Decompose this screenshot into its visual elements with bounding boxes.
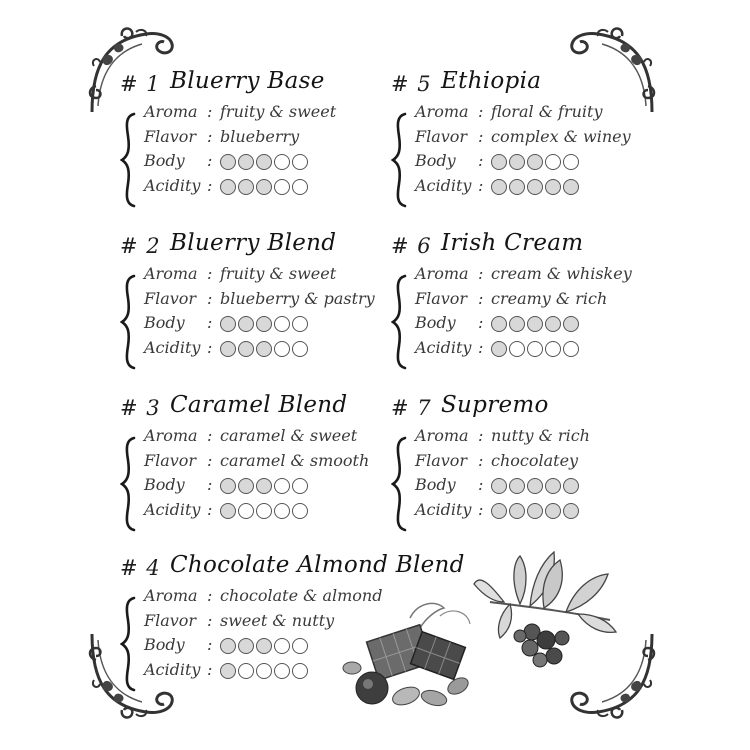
acidity-rating [220, 663, 308, 679]
coffee-name: Irish Cream [441, 230, 584, 256]
coffee-entry [120, 228, 390, 357]
flavor-value: complex & winey [491, 126, 631, 146]
flavor-value: chocolatey [491, 450, 579, 470]
rating-dot [274, 638, 290, 654]
rating-dot [527, 316, 543, 332]
rating-dot [509, 503, 525, 519]
brace-decoration [120, 272, 138, 372]
rating-dot [238, 503, 254, 519]
acidity-rating [491, 179, 579, 195]
acidity-label: Acidity [415, 337, 472, 357]
rating-dot [545, 316, 561, 332]
aroma-row [415, 264, 675, 289]
rating-dot [238, 638, 254, 654]
brace-decoration [391, 272, 409, 372]
aroma-label: Aroma [144, 586, 198, 605]
aroma-label: Aroma [415, 264, 469, 283]
separator: : [207, 475, 213, 494]
curly-brace-icon [120, 594, 138, 694]
separator: : [207, 450, 213, 470]
chocolate-and-nuts-icon [340, 598, 480, 716]
acidity-label: Acidity [415, 499, 472, 519]
body-label: Body [415, 475, 456, 494]
aroma-value: chocolate & almond [220, 586, 383, 605]
rating-dot [292, 638, 308, 654]
flavor-label: Flavor [415, 126, 468, 146]
rating-dot [220, 478, 236, 494]
coffee-title [120, 390, 390, 424]
rating-dot [238, 341, 254, 357]
attribute-list [415, 426, 675, 524]
aroma-value: fruity & sweet [220, 102, 337, 121]
rating-dot [527, 503, 543, 519]
body-label: Body [415, 151, 456, 170]
separator: : [207, 175, 213, 195]
rating-dot [274, 478, 290, 494]
rating-dot [509, 316, 525, 332]
coffee-title [120, 550, 465, 584]
flavor-label: Flavor [415, 288, 468, 308]
rating-dot [274, 663, 290, 679]
rating-dot [292, 316, 308, 332]
flavor-row [415, 289, 675, 314]
brace-decoration [120, 594, 138, 694]
body-row [415, 475, 675, 500]
aroma-value: nutty & rich [491, 426, 590, 445]
acidity-rating [220, 503, 308, 519]
acidity-row [144, 338, 404, 363]
aroma-row [415, 426, 675, 451]
separator: : [478, 175, 484, 195]
rating-dot [527, 341, 543, 357]
rating-dot [545, 503, 561, 519]
coffee-entry [391, 66, 661, 195]
flavor-label: Flavor [415, 450, 468, 470]
coffee-name: Bluerry Base [170, 68, 325, 94]
rating-dot [220, 341, 236, 357]
flavor-value: creamy & rich [491, 288, 608, 308]
rating-dot [220, 154, 236, 170]
rating-dot [274, 154, 290, 170]
body-row [144, 475, 404, 500]
rating-dot [256, 341, 272, 357]
coffee-number: # 2 [120, 234, 161, 258]
separator: : [207, 337, 213, 357]
rating-dot [292, 503, 308, 519]
coffee-branch-illustration [470, 544, 620, 682]
rating-dot [491, 179, 507, 195]
rating-dot [238, 179, 254, 195]
acidity-label: Acidity [144, 499, 201, 519]
rating-dot [274, 316, 290, 332]
separator: : [478, 313, 484, 332]
rating-dot [491, 478, 507, 494]
attribute-list [144, 102, 404, 200]
body-rating [491, 316, 579, 332]
acidity-row [415, 176, 675, 201]
coffee-number: # 3 [120, 396, 161, 420]
rating-dot [220, 179, 236, 195]
body-rating [491, 478, 579, 494]
separator: : [207, 659, 213, 679]
coffee-number: # 7 [391, 396, 432, 420]
curly-brace-icon [391, 434, 409, 534]
rating-dot [509, 341, 525, 357]
rating-dot [256, 316, 272, 332]
body-label: Body [415, 313, 456, 332]
rating-dot [563, 154, 579, 170]
body-row [415, 313, 675, 338]
separator: : [478, 102, 484, 121]
flavor-value: caramel & smooth [220, 450, 370, 470]
rating-dot [238, 316, 254, 332]
rating-dot [545, 478, 561, 494]
body-label: Body [144, 475, 185, 494]
rating-dot [274, 179, 290, 195]
rating-dot [292, 663, 308, 679]
separator: : [478, 426, 484, 445]
acidity-row [144, 176, 404, 201]
coffee-branch-with-cherries-icon [470, 544, 620, 682]
coffee-entry [120, 390, 390, 519]
rating-dot [256, 503, 272, 519]
rating-dot [563, 503, 579, 519]
rating-dot [292, 341, 308, 357]
flavor-value: sweet & nutty [220, 610, 335, 630]
separator: : [207, 499, 213, 519]
acidity-rating [491, 341, 579, 357]
rating-dot [509, 478, 525, 494]
curly-brace-icon [391, 110, 409, 210]
acidity-label: Acidity [144, 337, 201, 357]
rating-dot [509, 179, 525, 195]
rating-dot [274, 341, 290, 357]
separator: : [207, 102, 213, 121]
aroma-row [415, 102, 675, 127]
separator: : [207, 313, 213, 332]
brace-decoration [391, 110, 409, 210]
rating-dot [491, 503, 507, 519]
flavor-value: blueberry [220, 126, 300, 146]
attribute-list [415, 102, 675, 200]
separator: : [207, 288, 213, 308]
aroma-value: cream & whiskey [491, 264, 632, 283]
rating-dot [220, 638, 236, 654]
separator: : [478, 264, 484, 283]
aroma-row [144, 102, 404, 127]
flavor-label: Flavor [144, 450, 197, 470]
rating-dot [256, 179, 272, 195]
acidity-row [144, 500, 404, 525]
coffee-entry [120, 550, 465, 679]
body-label: Body [144, 151, 185, 170]
brace-decoration [391, 434, 409, 534]
aroma-row [144, 264, 404, 289]
flavor-label: Flavor [144, 610, 197, 630]
coffee-entry [391, 390, 661, 519]
body-rating [491, 154, 579, 170]
curly-brace-icon [391, 272, 409, 372]
separator: : [478, 499, 484, 519]
acidity-row [415, 500, 675, 525]
rating-dot [274, 503, 290, 519]
aroma-value: fruity & sweet [220, 264, 337, 283]
coffee-title [120, 66, 390, 100]
coffee-entry [120, 66, 390, 195]
rating-dot [256, 478, 272, 494]
rating-dot [220, 503, 236, 519]
acidity-label: Acidity [415, 175, 472, 195]
rating-dot [292, 154, 308, 170]
aroma-value: caramel & sweet [220, 426, 358, 445]
aroma-row [144, 426, 404, 451]
rating-dot [563, 478, 579, 494]
coffee-name: Ethiopia [441, 68, 542, 94]
separator: : [207, 635, 213, 654]
acidity-rating [220, 179, 308, 195]
separator: : [207, 151, 213, 170]
separator: : [478, 337, 484, 357]
rating-dot [563, 179, 579, 195]
separator: : [478, 126, 484, 146]
coffee-number: # 6 [391, 234, 432, 258]
rating-dot [545, 179, 561, 195]
separator: : [207, 426, 213, 445]
body-row [415, 151, 675, 176]
rating-dot [491, 316, 507, 332]
rating-dot [292, 179, 308, 195]
flavor-row [415, 451, 675, 476]
rating-dot [563, 341, 579, 357]
rating-dot [238, 663, 254, 679]
aroma-label: Aroma [415, 102, 469, 121]
rating-dot [527, 154, 543, 170]
rating-dot [238, 154, 254, 170]
rating-dot [545, 341, 561, 357]
rating-dot [527, 478, 543, 494]
coffee-title [391, 390, 661, 424]
body-label: Body [144, 313, 185, 332]
acidity-row [415, 338, 675, 363]
attribute-list [144, 426, 404, 524]
body-rating [220, 478, 308, 494]
acidity-label: Acidity [144, 175, 201, 195]
separator: : [478, 151, 484, 170]
rating-dot [563, 316, 579, 332]
coffee-name: Caramel Blend [170, 392, 348, 418]
aroma-label: Aroma [144, 426, 198, 445]
coffee-number: # 4 [120, 556, 161, 580]
coffee-title [391, 66, 661, 100]
rating-dot [238, 478, 254, 494]
flavor-label: Flavor [144, 288, 197, 308]
rating-dot [256, 154, 272, 170]
body-rating [220, 316, 308, 332]
rating-dot [256, 638, 272, 654]
brace-decoration [120, 434, 138, 534]
curly-brace-icon [120, 110, 138, 210]
coffee-title [120, 228, 390, 262]
rating-dot [491, 341, 507, 357]
coffee-name: Chocolate Almond Blend [170, 552, 465, 578]
flavor-row [415, 127, 675, 152]
body-row [144, 313, 404, 338]
aroma-label: Aroma [415, 426, 469, 445]
curly-brace-icon [120, 272, 138, 372]
aroma-label: Aroma [144, 102, 198, 121]
coffee-title [391, 228, 661, 262]
rating-dot [545, 154, 561, 170]
coffee-name: Bluerry Blend [170, 230, 337, 256]
coffee-name: Supremo [441, 392, 549, 418]
rating-dot [256, 663, 272, 679]
coffee-entry [391, 228, 661, 357]
separator: : [478, 450, 484, 470]
flavor-label: Flavor [144, 126, 197, 146]
separator: : [207, 610, 213, 630]
separator: : [207, 264, 213, 283]
rating-dot [220, 316, 236, 332]
chocolate-illustration [340, 598, 480, 716]
rating-dot [220, 663, 236, 679]
flavor-row [144, 451, 404, 476]
body-row [144, 151, 404, 176]
rating-dot [491, 154, 507, 170]
separator: : [207, 126, 213, 146]
body-rating [220, 154, 308, 170]
rating-dot [527, 179, 543, 195]
acidity-label: Acidity [144, 659, 201, 679]
rating-dot [509, 154, 525, 170]
curly-brace-icon [120, 434, 138, 534]
flavor-value: blueberry & pastry [220, 288, 375, 308]
attribute-list [144, 264, 404, 362]
acidity-rating [220, 341, 308, 357]
flavor-row [144, 289, 404, 314]
body-rating [220, 638, 308, 654]
attribute-list [415, 264, 675, 362]
body-label: Body [144, 635, 185, 654]
separator: : [478, 475, 484, 494]
aroma-label: Aroma [144, 264, 198, 283]
rating-dot [292, 478, 308, 494]
flavor-row [144, 127, 404, 152]
separator: : [478, 288, 484, 308]
brace-decoration [120, 110, 138, 210]
aroma-value: floral & fruity [491, 102, 603, 121]
coffee-number: # 1 [120, 72, 161, 96]
coffee-number: # 5 [391, 72, 432, 96]
separator: : [207, 586, 213, 605]
acidity-rating [491, 503, 579, 519]
